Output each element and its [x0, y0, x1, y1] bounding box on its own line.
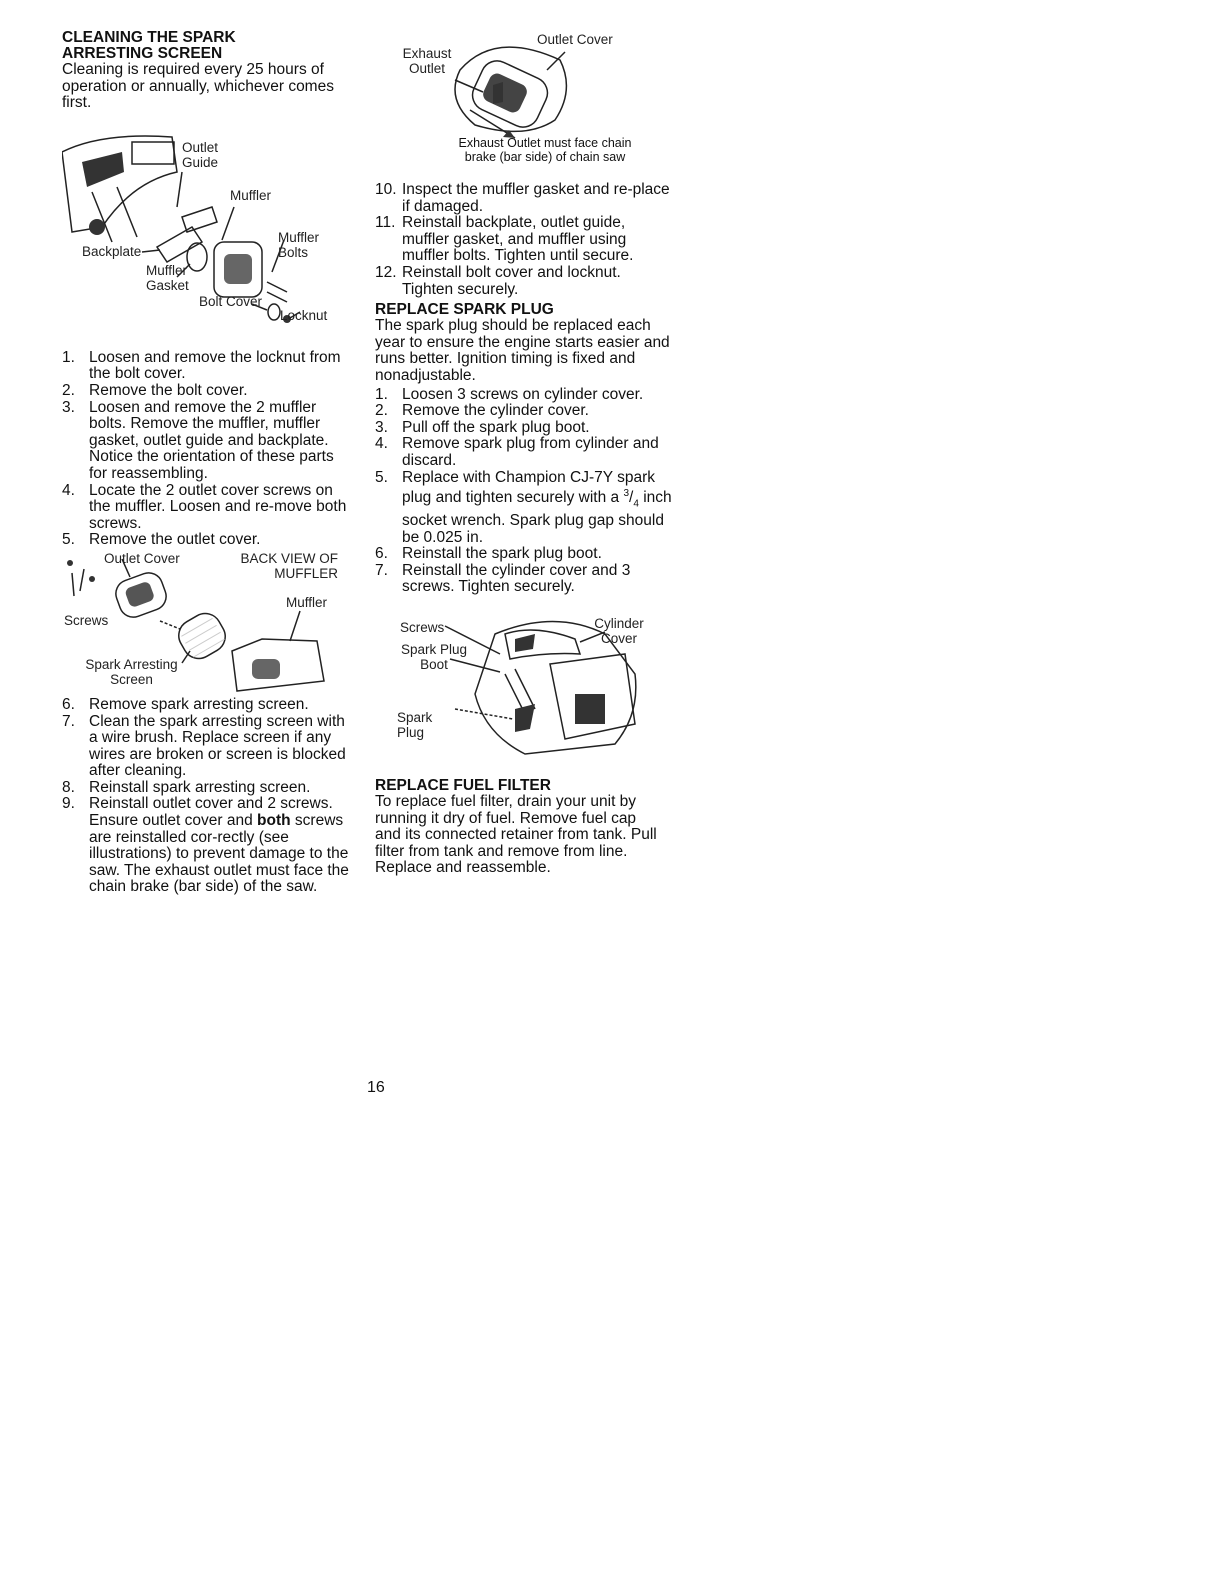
label-muffler-bolts: Muffler Bolts: [278, 229, 320, 260]
list-item: 4. Locate the 2 outlet cover screws on the muffler. Loosen and re-move both screws.: [62, 481, 347, 532]
section-heading-spark-arresting: CLEANING THE SPARK ARRESTING SCREEN: [62, 29, 236, 62]
label-muffler: Muffler: [230, 187, 272, 203]
list-item: 2. Remove the cylinder cover.: [375, 402, 589, 420]
label-exhaust-outlet: Exhaust Outlet: [402, 46, 452, 76]
label-locknut: Locknut: [280, 307, 328, 323]
list-item: 5. Remove the outlet cover.: [62, 531, 261, 549]
intro-text: Cleaning is required every 25 hours of operation or annually, whichever comes first.: [62, 61, 334, 112]
outlet-cover-orientation-illustration: [375, 30, 675, 170]
fuel-filter-text: To replace fuel filter, drain your unit by running it dry of fuel. Remove fuel cap and its connected retainer from tank. Pull filter from tank and remove from line. Replace and reassemble.: [375, 792, 657, 877]
list-item: 1. Loosen 3 screws on cylinder cover.: [375, 385, 644, 403]
list-item: 6. Remove spark arresting screen.: [62, 695, 309, 713]
page-number: 16: [367, 1079, 385, 1096]
list-item: 3. Loosen and remove the 2 muffler bolts. Remove the muffler, muffler gasket, outlet guide and backplate. Notice the orientation of these parts for reassembling.: [62, 398, 334, 482]
list-item: 2. Remove the bolt cover.: [62, 381, 248, 399]
list-item: 7. Reinstall the cylinder cover and 3 screws. Tighten securely.: [375, 561, 631, 596]
list-item: 12. Reinstall bolt cover and locknut. Tighten securely.: [375, 263, 621, 298]
spark-plug-steps: [375, 387, 675, 596]
list-item: 5. Replace with Champion CJ-7Y spark plug and tighten securely with a $^3/_4$ inch socket wrench. Spark plug gap should be 0.025 in.: [375, 468, 672, 546]
label-muffler-gasket: Muffler Gasket: [146, 262, 189, 293]
muffler-back-view-illustration: [62, 551, 354, 693]
list-item: 9. Reinstall outlet cover and 2 screws. Ensure outlet cover and both screws are reinstalled cor-rectly (see illustrations) to prevent damage to the saw. The exhaust outlet must face the chain brake (bar side) of the saw.: [62, 795, 349, 896]
label-back-view-of-muffler: BACK VIEW OF MUFFLER: [240, 550, 338, 581]
section-heading-spark-plug: REPLACE SPARK PLUG: [375, 301, 554, 319]
list-item: 4. Remove spark plug from cylinder and discard.: [375, 435, 659, 469]
list-item: 10. Inspect the muffler gasket and re-place if damaged.: [375, 181, 670, 215]
steps-list-10-12: [375, 182, 675, 298]
list-item: 6. Reinstall the spark plug boot.: [375, 545, 602, 563]
left-column: [62, 30, 354, 896]
list-item: 11. Reinstall backplate, outlet guide, muffler gasket, and muffler using muffler bolts. Tighten until secure.: [375, 214, 634, 265]
spark-plug-illustration: [375, 614, 675, 764]
label-screws: Screws: [64, 612, 109, 628]
label-cylinder-cover: Cylinder Cover: [594, 615, 644, 646]
label-spark-plug: Spark Plug: [397, 709, 433, 740]
section-heading-fuel-filter: REPLACE FUEL FILTER: [375, 776, 551, 794]
label-backplate: Backplate: [82, 243, 142, 259]
illustration-caption: Exhaust Outlet must face chain brake (bar side) of chain saw: [458, 136, 632, 164]
spark-plug-intro: The spark plug should be replaced each year to ensure the engine starts easier and runs better. Ignition timing is fixed and nonadjustable.: [375, 317, 670, 384]
label-screws-2: Screws: [400, 619, 445, 635]
right-column: [375, 30, 675, 877]
label-outlet-cover-2: Outlet Cover: [537, 32, 613, 47]
label-spark-arresting-screen: Spark Arresting Screen: [85, 656, 178, 687]
list-item: 8. Reinstall spark arresting screen.: [62, 778, 311, 796]
list-item: 7. Clean the spark arresting screen with a wire brush. Replace screen if any wires are broken or screen is blocked after cleaning.: [62, 712, 346, 780]
label-spark-plug-boot: Spark Plug Boot: [400, 641, 468, 672]
steps-list-1-5: [62, 350, 354, 549]
muffler-exploded-illustration: [62, 132, 354, 350]
label-bolt-cover: Bolt Cover: [199, 293, 263, 309]
label-outlet-cover: Outlet Cover: [104, 550, 180, 566]
steps-list-6-9: [62, 697, 354, 896]
label-outlet-guide: Outlet Guide: [182, 139, 219, 170]
label-muffler-2: Muffler: [286, 594, 328, 610]
list-item: 3. Pull off the spark plug boot.: [375, 418, 590, 436]
list-item: 1. Loosen and remove the locknut from the bolt cover.: [62, 348, 341, 383]
